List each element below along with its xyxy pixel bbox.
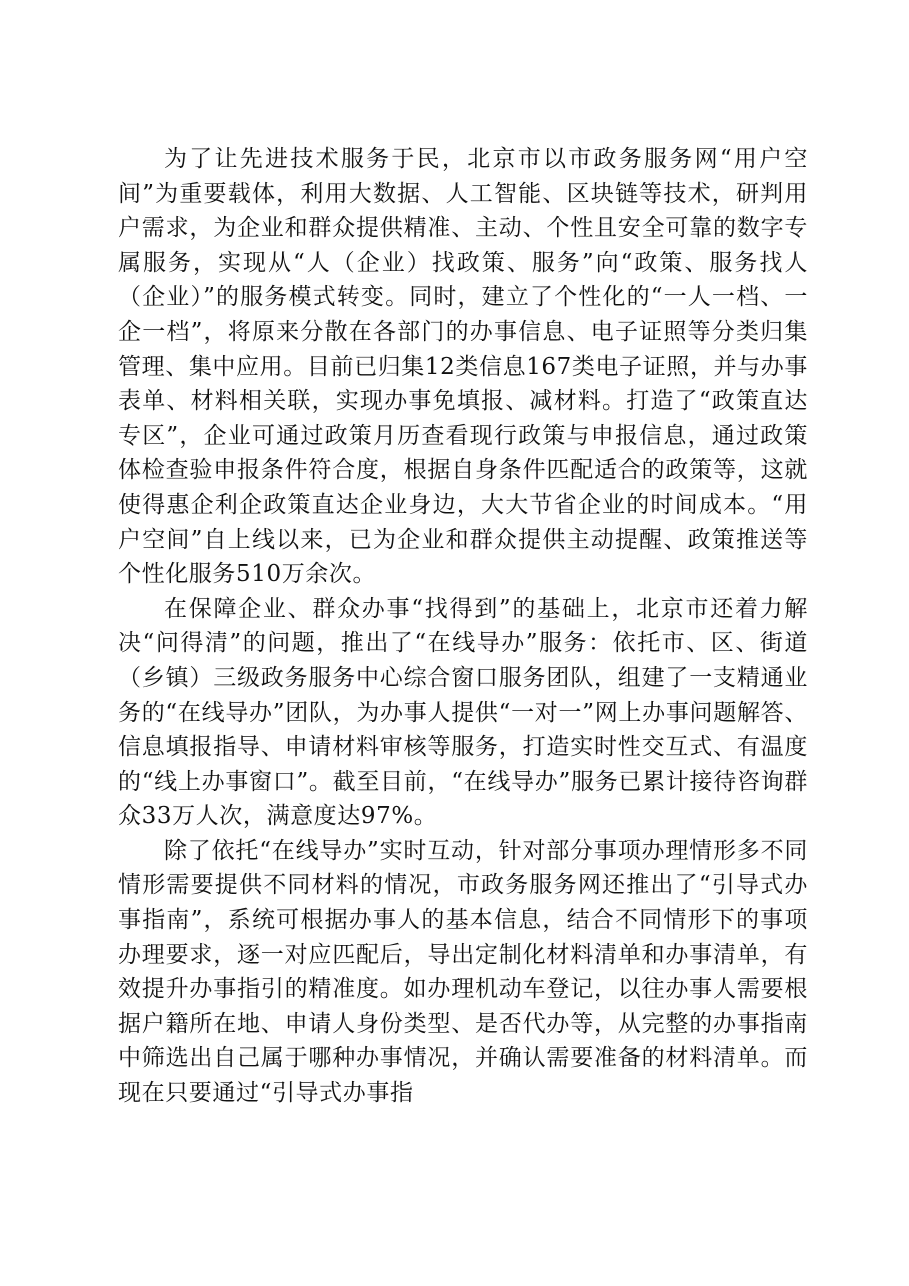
- paragraph-user-space: 为了让先进技术服务于民，北京市以市政务服务网“用户空间”为重要载体，利用大数据、人工智能、区块链等技术，研判用户需求，为企业和群众提供精准、主动、个性且安全可靠的数字专属服务，实现从“人（企业）找政策、服务”向“政策、服务找人（企业）”的服务模式转变。同时，建立了个性化的“一人一档、一企一档”，将原来分散在各部门的办事信息、电子证照等分类归集管理、集中应用。目前已归集12类信息167类电子证照，并与办事表单、材料相关联，实现办事免填报、减材料。打造了“政策直达专区”，企业可通过政策月历查看现行政策与申报信息，通过政策体检查验申报条件符合度，根据自身条件匹配适合的政策等，这就使得惠企利企政策直达企业身边，大大节省企业的时间成本。“用户空间”自上线以来，已为企业和群众提供主动提醒、政策推送等个性化服务510万余次。: [118, 146, 808, 588]
- paragraph-online-guidance: 在保障企业、群众办事“找得到”的基础上，北京市还着力解决“问得清”的问题，推出了“在线导办”服务：依托市、区、街道（乡镇）三级政务服务中心综合窗口服务团队，组建了一支精通业务的“在线导办”团队，为办事人提供“一对一”网上办事问题解答、信息填报指导、申请材料审核等服务，打造实时性交互式、有温度的“线上办事窗口”。截至目前，“在线导办”服务已累计接待咨询群众33万人次，满意度达97%。: [118, 595, 808, 830]
- document-body: [118, 142, 808, 1111]
- paragraph-guided-handbook: 除了依托“在线导办”实时互动，针对部分事项办理情形多不同情形需要提供不同材料的情况，市政务服务网还推出了“引导式办事指南”，系统可根据办事人的基本信息，结合不同情形下的事项办理要求，逐一对应匹配后，导出定制化材料清单和办事清单，有效提升办事指引的精准度。如办理机动车登记，以往办事人需要根据户籍所在地、申请人身份类型、是否代办等，从完整的办事指南中筛选出自己属于哪种办事情况，并确认需要准备的材料清单。而现在只要通过“引导式办事指: [118, 837, 808, 1107]
